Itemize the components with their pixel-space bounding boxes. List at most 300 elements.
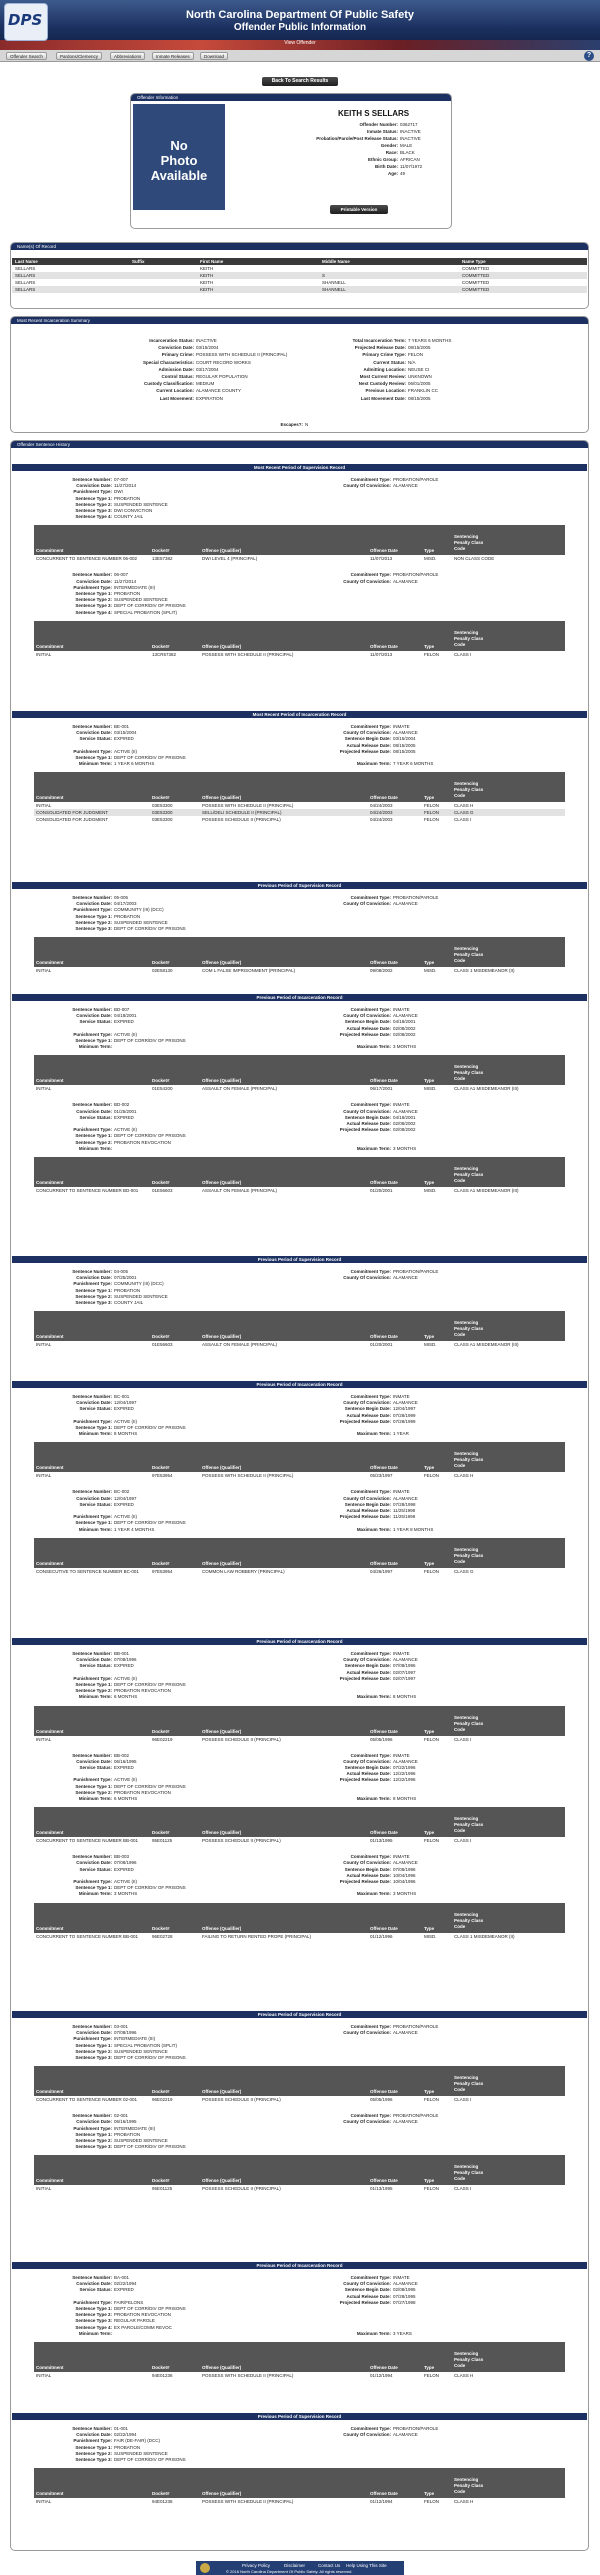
- field-label: County Of Conviction:: [343, 2030, 391, 2036]
- field-value: 07/28/1995: [393, 2293, 416, 2299]
- col-offense: Offense (Qualifier): [202, 1925, 242, 1931]
- summary-field: [354, 345, 431, 351]
- field-label: Sentence Type 1:: [75, 1520, 112, 1526]
- sentence-cell: 04/24/2003: [370, 817, 393, 823]
- field-value: ALAMANCE: [393, 1495, 418, 1501]
- field-value: ALAMANCE: [393, 2432, 418, 2438]
- field-label: Last Movement:: [159, 395, 194, 401]
- contact-us-link[interactable]: Contact Us: [318, 2563, 341, 2568]
- sentence-row: [34, 1933, 565, 1940]
- field-value: SUSPENDED SENTENCE: [114, 1293, 168, 1299]
- sentence-field: [350, 477, 439, 482]
- field-value: BC-001: [114, 1394, 130, 1399]
- sentence-cell: INITIAL: [36, 1086, 52, 1092]
- field-value: 06/16/1995: [114, 2119, 137, 2125]
- col-class-code: Sentencing Penalty Class Code: [454, 1166, 484, 1183]
- field-label: Sentence Type 1:: [75, 913, 112, 919]
- field-value: 11/07/1972: [400, 164, 423, 169]
- field-value: COMMUNITY (III) (DCC): [114, 907, 164, 913]
- sentence-field: [75, 1885, 186, 1891]
- col-type: Type: [424, 1078, 435, 1084]
- field-value: ACTIVE (II): [114, 1418, 138, 1424]
- sentence-field: [75, 495, 141, 501]
- field-value: SPECIAL PROBATION (SPLIT): [114, 2042, 178, 2048]
- field-label: Service Status:: [79, 1406, 112, 1412]
- disclaimer-link[interactable]: Disclaimer: [284, 2563, 306, 2568]
- col-type: Type: [424, 643, 435, 649]
- field-label: Conviction Date:: [76, 1758, 112, 1764]
- field-value: 07/28/1998: [393, 1501, 416, 1507]
- col-docket: Docket#: [152, 1180, 170, 1185]
- sentence-cell: 03E53300: [152, 817, 173, 823]
- field-value: 1 YEAR 8 MONTHS: [393, 1526, 434, 1532]
- field-label: Maximum Term:: [356, 1044, 391, 1050]
- field-label: Punishment Type:: [73, 2299, 112, 2305]
- sentence-field: [73, 2036, 156, 2042]
- col-offense-date: Offense Date: [370, 643, 398, 649]
- col-docket: Docket#: [152, 2178, 170, 2184]
- field-value: ALAMANCE: [393, 2030, 418, 2036]
- sentence-cell: CLASS I: [454, 2186, 472, 2192]
- field-label: Sentence Type 2:: [75, 1139, 112, 1145]
- field-value: 08/15/2005: [408, 345, 431, 351]
- sentence-field: [75, 2444, 141, 2450]
- field-value: NEUSE CI: [408, 366, 430, 372]
- alias-cell: KEITH: [200, 280, 214, 285]
- field-label: Control Status:: [161, 374, 194, 379]
- field-label: Conviction Date:: [76, 1013, 112, 1019]
- col-type: Type: [424, 1925, 435, 1931]
- sentence-field: [346, 1025, 416, 1031]
- field-value: ACTIVE (II): [114, 1777, 138, 1783]
- field-label: County Of Conviction:: [343, 2119, 391, 2125]
- sentence-field: [76, 1013, 137, 1019]
- nav-pardons-clemency[interactable]: Pardons/Clemency: [56, 52, 102, 60]
- field-label: Sentence Type 3:: [75, 2144, 112, 2150]
- field-value: 1 YEAR 6 MONTHS: [114, 761, 155, 767]
- field-value: 03/15/2004: [393, 736, 416, 742]
- field-label: Service Status:: [79, 1114, 112, 1120]
- field-label: Next Custody Review:: [358, 381, 406, 387]
- sentence-field: [72, 1102, 130, 1108]
- summary-field: [158, 366, 219, 372]
- field-label: Maximum Term:: [356, 1145, 391, 1151]
- col-class-code: Sentencing Penalty Class Code: [454, 1816, 484, 1834]
- field-label: Sentence Type 3:: [75, 2457, 112, 2462]
- sentence-field: [75, 2312, 171, 2318]
- field-value: DEPT OF CORR/DIV OF PRISONS: [114, 603, 186, 609]
- field-value: 07/22/1996: [393, 1765, 416, 1770]
- field-value: 11/27/2014: [114, 483, 137, 489]
- period-header: Previous Period of Incarceration Record: [12, 2262, 587, 2269]
- field-value: 03/15/2004: [196, 345, 219, 351]
- sentence-row: [34, 2096, 565, 2103]
- field-value: 02/22/1994: [114, 2281, 137, 2287]
- sentence-cell: MISD.: [424, 1933, 437, 1939]
- field-label: Punishment Type:: [73, 2036, 112, 2042]
- sentence-cell: ASSAULT ON FEMALE (PRINCIPAL): [202, 1188, 278, 1193]
- field-label: Last Movement Date:: [360, 395, 406, 401]
- field-label: County Of Conviction:: [343, 1758, 391, 1764]
- sentence-field: [75, 2457, 186, 2462]
- col-class-code: Sentencing Penalty Class Code: [454, 2075, 484, 2093]
- sentence-field: [75, 1688, 171, 1694]
- field-value: DWI: [114, 489, 123, 495]
- site-header: [0, 0, 600, 50]
- sentence-cell: 13E57382: [152, 556, 173, 562]
- field-label: Primary Crime:: [161, 352, 194, 358]
- field-label: Sentence Number:: [72, 1007, 112, 1012]
- field-label: Actual Release Date:: [346, 1412, 391, 1418]
- field-label: Sentence Type 1:: [75, 1783, 112, 1789]
- sentence-field: [72, 1007, 130, 1012]
- field-value: FAIR/FELONS: [114, 2299, 144, 2305]
- col-class-code: Sentencing Penalty Class Code: [454, 2164, 484, 2182]
- sentence-field: [76, 578, 137, 584]
- sentence-field: [356, 1891, 417, 1897]
- offender-field: [385, 150, 415, 155]
- field-value: PROBATION/PAROLE: [393, 895, 439, 900]
- field-value: INTERMEDIATE (III): [114, 2036, 156, 2042]
- field-label: Minimum Term:: [78, 1891, 112, 1897]
- sentence-field: [346, 1872, 416, 1878]
- field-label: Punishment Type:: [73, 1675, 112, 1681]
- field-value: DEPT OF CORR/DIV OF PRISONS: [114, 2055, 186, 2060]
- field-label: Maximum Term:: [356, 1526, 391, 1532]
- field-value: EXPIRED: [114, 1406, 134, 1412]
- field-label: Commitment Type:: [350, 1102, 391, 1108]
- field-label: Offender Number:: [359, 122, 398, 127]
- field-value: 07/08/1996: [393, 1866, 416, 1872]
- field-value: 02/22/1994: [114, 2432, 137, 2438]
- field-value: EXPIRED: [114, 1765, 134, 1770]
- sentence-cell: 04/24/2003: [370, 803, 393, 809]
- field-label: County Of Conviction:: [343, 1495, 391, 1501]
- field-value: FAIR (DE-FAIR) (DCC): [114, 2438, 160, 2444]
- sentence-field: [78, 761, 155, 767]
- sentence-field: [75, 1520, 186, 1526]
- sentence-cell: CONCURRENT TO SENTENCE NUMBER 06-002: [36, 556, 138, 562]
- sentence-field: [343, 1495, 418, 1501]
- field-value: INTERMEDIATE (III): [114, 2125, 156, 2131]
- sentence-cell: 13CR57382: [152, 651, 177, 657]
- sentence-field: [343, 1108, 418, 1114]
- field-label: Custody Classification:: [143, 381, 194, 387]
- col-last-name: Last Name: [15, 259, 38, 264]
- sentence-cell: 09/08/2002: [370, 968, 393, 974]
- field-value: EXPIRED: [114, 1866, 134, 1872]
- field-label: Sentence Type 1:: [75, 2042, 112, 2048]
- nav-inmate-releases[interactable]: Inmate Releases: [152, 52, 194, 60]
- field-value: 1 YEAR: [393, 1431, 409, 1437]
- field-value: DEPT OF CORR/DIV OF PRISONS: [114, 1425, 186, 1430]
- sentence-cell: 01/20/2001: [370, 1342, 393, 1348]
- sentence-field: [339, 748, 416, 754]
- col-docket: Docket#: [152, 2089, 170, 2095]
- sentence-field: [76, 1860, 137, 1866]
- sentence-field: [78, 1526, 155, 1532]
- sentence-field: [75, 514, 144, 520]
- field-label: Commitment Type:: [350, 2426, 391, 2431]
- sentence-field: [75, 501, 168, 507]
- sentence-cell: 01E56603: [152, 1342, 173, 1348]
- col-docket: Docket#: [152, 2365, 170, 2370]
- sentence-cell: FELON: [424, 651, 440, 657]
- summary-field: [142, 359, 251, 365]
- col-offense-date: Offense Date: [370, 1334, 398, 1340]
- field-value: ALAMANCE: [393, 2119, 418, 2125]
- sentence-cell: CLASS H: [454, 1473, 474, 1479]
- field-value: PROBATION/PAROLE: [393, 1269, 439, 1274]
- field-label: Sentence Type 2:: [75, 1789, 112, 1795]
- sentence-field: [344, 1019, 416, 1025]
- sentence-field: [75, 1682, 186, 1687]
- field-value: 11/27/2014: [114, 578, 137, 584]
- sentence-field: [79, 1501, 134, 1507]
- field-label: Maximum Term:: [356, 1431, 391, 1437]
- sentence-row: [34, 816, 565, 823]
- sentence-cell: 01/12/1994: [370, 2373, 393, 2378]
- field-value: 02-001: [114, 2113, 129, 2119]
- field-label: Inmate Status:: [366, 129, 398, 134]
- col-commitment: Commitment: [36, 1830, 64, 1836]
- sentence-field: [346, 742, 416, 748]
- field-label: Maximum Term:: [356, 2330, 391, 2336]
- sentence-field: [75, 1293, 168, 1299]
- incarceration-summary-panel: [10, 316, 589, 433]
- printable-version-button[interactable]: Printable Version: [330, 205, 388, 214]
- field-value: COMMUNITY (III) (DCC): [114, 1281, 164, 1287]
- sentence-field: [78, 1796, 138, 1801]
- field-label: Commitment Type:: [350, 477, 391, 482]
- field-label: Sentence Number:: [72, 895, 112, 900]
- col-suffix: Suffix: [132, 259, 145, 264]
- field-label: Maximum Term:: [356, 1796, 391, 1801]
- field-label: Sentence Type 3:: [75, 926, 112, 931]
- sentence-field: [350, 1752, 410, 1758]
- field-label: Sentence Type 1:: [75, 1038, 112, 1043]
- sentence-cell: COM L FALSE IMPRISONMENT (PRINCIPAL): [202, 968, 296, 974]
- sentence-field: [79, 1663, 134, 1669]
- field-label: Projected Release Date:: [339, 1031, 391, 1037]
- sentence-cell: CLASS A1 MISDEMEANOR (III): [454, 1188, 519, 1193]
- field-label: Sentence Type 1:: [75, 1682, 112, 1687]
- field-label: Sentence Type 4:: [75, 514, 112, 520]
- sentence-cell: POSSESS WITH SCHEDULE II (PRINCIPAL): [202, 1473, 294, 1479]
- field-value: 07/08/1996: [393, 1663, 416, 1669]
- field-label: Actual Release Date:: [346, 1121, 391, 1126]
- sentence-cell: INITIAL: [36, 1473, 52, 1479]
- field-label: Projected Release Date:: [339, 748, 391, 754]
- field-label: Commitment Type:: [350, 2113, 391, 2119]
- field-value: POSSESS WITH SCHEDULE II (PRINCIPAL): [196, 352, 288, 358]
- sentence-field: [72, 1752, 130, 1758]
- field-label: Sentence Begin Date:: [344, 1406, 391, 1412]
- field-value: EXPIRED: [114, 736, 134, 742]
- sentence-cell: POSSESS SCHEDULE II (PRINCIPAL): [202, 2186, 281, 2192]
- field-label: Sentence Type 2:: [75, 919, 112, 925]
- col-type: Type: [424, 1334, 435, 1340]
- sentence-field: [76, 901, 137, 907]
- field-value: 12/22/1996: [393, 1777, 416, 1783]
- field-label: Sentence Type 1:: [75, 755, 112, 760]
- col-commitment: Commitment: [36, 1465, 64, 1471]
- field-label: Projected Release Date:: [339, 1127, 391, 1133]
- field-value: ALAMANCE: [393, 1275, 418, 1281]
- field-value: 07/27/1998: [393, 2299, 416, 2305]
- field-value: INACTIVE: [196, 338, 217, 343]
- sentence-cell: POSSESS SCHEDULE II (PRINCIPAL): [202, 817, 281, 823]
- field-value: INMATE: [393, 1651, 410, 1656]
- sentence-cell: CLASS G: [454, 1568, 474, 1574]
- field-label: Service Status:: [79, 2287, 112, 2293]
- field-label: Projected Release Date:: [339, 1514, 391, 1520]
- sentence-field: [344, 2287, 416, 2293]
- field-label: Sentence Type 3:: [75, 2318, 112, 2324]
- field-value: 3 MONTHS: [114, 1891, 138, 1897]
- col-offense-date: Offense Date: [370, 795, 398, 801]
- col-class-code: Sentencing Penalty Class Code: [454, 629, 484, 647]
- col-offense-date: Offense Date: [370, 1078, 398, 1084]
- sentence-field: [356, 1431, 409, 1437]
- field-value: INMATE: [393, 724, 410, 729]
- sentence-cell: FELON: [424, 2186, 440, 2192]
- sentence-cell: MISD.: [424, 968, 437, 974]
- period-header: Most Recent Period of Incarceration Record: [12, 711, 587, 718]
- field-value: ALAMANCE: [393, 1860, 418, 1866]
- col-offense-date: Offense Date: [370, 1728, 398, 1734]
- col-offense-date: Offense Date: [370, 2178, 398, 2184]
- summary-field: [358, 381, 431, 387]
- sentence-field: [75, 1139, 171, 1145]
- offender-field: [380, 143, 413, 148]
- field-value: BD-007: [114, 1007, 130, 1012]
- nav-offender-search[interactable]: Offender Search: [6, 52, 47, 60]
- sentence-field: [75, 1783, 186, 1789]
- field-value: 8 MONTHS: [393, 1694, 417, 1700]
- sentence-row: [34, 555, 565, 562]
- field-label: Sentence Number:: [72, 1394, 112, 1399]
- sentence-field: [343, 483, 418, 489]
- sentence-cell: FELON: [424, 1568, 440, 1574]
- nav-abbreviations[interactable]: Abbreviations: [110, 52, 145, 60]
- field-label: Maximum Term:: [356, 761, 391, 767]
- help-icon[interactable]: ?: [584, 51, 594, 61]
- col-type: Type: [424, 1180, 435, 1185]
- field-label: Conviction Date:: [76, 578, 112, 584]
- field-label: Sentence Begin Date:: [344, 736, 391, 742]
- sentence-cell: 11/07/2013: [370, 556, 393, 562]
- sentence-field: [350, 1007, 410, 1012]
- offender-field: [368, 157, 420, 162]
- sentence-cell: CLASS I: [454, 2097, 472, 2103]
- field-value: INMATE: [393, 1394, 410, 1399]
- sentence-field: [76, 1657, 137, 1663]
- summary-field: [359, 374, 432, 379]
- field-value: DEPT OF CORR/DIV OF PRISONS: [114, 2144, 186, 2150]
- sentence-field: [79, 2287, 134, 2293]
- field-label: Admitting Location:: [363, 366, 406, 372]
- field-label: Punishment Type:: [73, 748, 112, 754]
- field-value: ACTIVE (II): [114, 1514, 138, 1520]
- field-label: Projected Release Date:: [339, 2299, 391, 2305]
- field-label: Punishment Type:: [73, 1127, 112, 1133]
- sentence-field: [346, 1412, 416, 1418]
- col-commitment: Commitment: [36, 548, 64, 554]
- field-label: Escapes?:: [280, 422, 303, 427]
- sentence-field: [75, 755, 186, 760]
- field-value: PROBATION: [114, 495, 141, 501]
- field-value: PROBATION/PAROLE: [393, 477, 439, 482]
- help-link[interactable]: Help Using This Site: [346, 2563, 387, 2568]
- sentence-field: [343, 730, 418, 736]
- col-offense: Offense (Qualifier): [202, 2365, 242, 2370]
- sentence-field: [343, 1657, 418, 1663]
- col-offense: Offense (Qualifier): [202, 1560, 242, 1566]
- field-value: INMATE: [393, 1102, 410, 1108]
- sentence-field: [78, 1694, 138, 1700]
- field-label: Punishment Type:: [73, 1031, 112, 1037]
- field-value: 06-007: [114, 572, 129, 578]
- field-label: Special Characteristics:: [142, 359, 194, 365]
- field-value: 04/18/2001: [114, 1013, 137, 1019]
- field-value: SUSPENDED SENTENCE: [114, 919, 168, 925]
- sentence-table-header: [34, 1157, 565, 1187]
- field-value: 3 YEARS: [393, 2330, 412, 2336]
- sentence-cell: CONCURRENT TO SENTENCE NUMBER BB-001: [36, 1933, 139, 1939]
- sentence-cell: FELON: [424, 817, 440, 823]
- offender-field: [366, 129, 421, 134]
- alias-cell: KEITH: [200, 273, 214, 278]
- field-label: Sentence Number:: [72, 1269, 112, 1274]
- sentence-field: [350, 1102, 410, 1108]
- summary-field: [143, 381, 215, 387]
- period-header: Previous Period of Supervision Record: [12, 2413, 587, 2420]
- field-value: 8 MONTHS: [393, 1796, 417, 1801]
- field-label: Sentence Type 1:: [75, 2131, 112, 2137]
- period-header: Previous Period of Incarceration Record: [12, 1638, 587, 1645]
- field-label: Sentence Type 4:: [75, 609, 112, 615]
- state-seal-icon: [200, 2563, 210, 2573]
- field-label: County Of Conviction:: [343, 1657, 391, 1663]
- sentence-cell: NON CLASS CODE: [454, 556, 495, 562]
- field-value: 03/15/2004: [114, 730, 137, 736]
- field-value: DEPT OF CORR/DIV OF PRISONS: [114, 1885, 186, 1891]
- sentence-field: [339, 1675, 416, 1681]
- summary-field: [156, 388, 242, 394]
- back-to-search-button[interactable]: Back To Search Results: [262, 77, 338, 86]
- field-value: ACTIVE (II): [114, 748, 138, 754]
- field-value: INMATE: [393, 2275, 410, 2280]
- field-label: Commitment Type:: [350, 2024, 391, 2029]
- sentence-field: [72, 1394, 130, 1399]
- field-label: Punishment Type:: [73, 2125, 112, 2131]
- field-label: Sentence Type 2:: [75, 2312, 112, 2318]
- sentence-field: [75, 597, 168, 603]
- field-value: 11/25/1998: [393, 1514, 416, 1520]
- period-header: Most Recent Period of Supervision Record: [12, 464, 587, 471]
- sentence-cell: INITIAL: [36, 2186, 52, 2192]
- col-commitment: Commitment: [36, 2178, 64, 2184]
- offender-field: [359, 122, 418, 127]
- privacy-policy-link[interactable]: Privacy Policy: [242, 2563, 271, 2568]
- sentence-cell: POSSESS SCHEDULE II (PRINCIPAL): [202, 1838, 281, 1844]
- field-value: PROBATION REVOCATION: [114, 2312, 171, 2318]
- field-label: Punishment Type:: [73, 489, 112, 495]
- field-label: Gender:: [380, 143, 398, 148]
- col-offense-date: Offense Date: [370, 1465, 398, 1471]
- nav-download[interactable]: Download: [200, 52, 228, 60]
